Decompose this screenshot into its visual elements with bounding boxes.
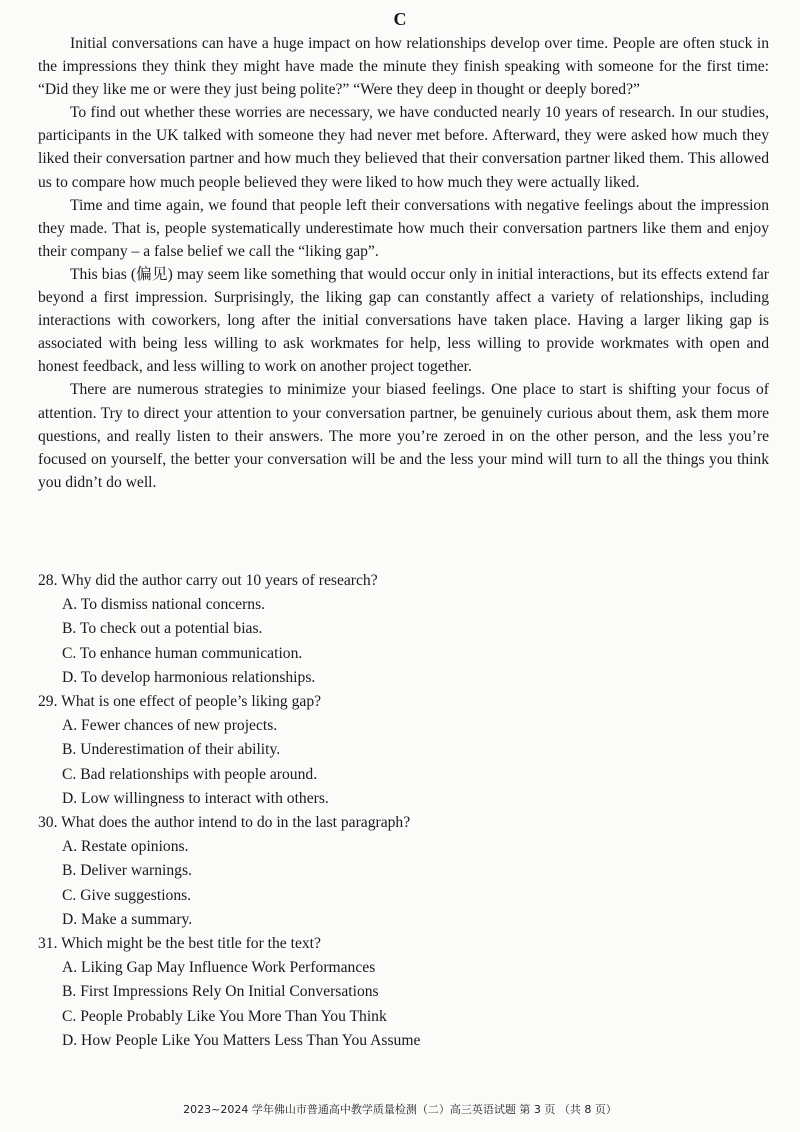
question-31	[38, 932, 769, 1053]
page-footer: 2023~2024 学年佛山市普通高中教学质量检测（二）高三英语试题 第 3 页 （共 8 页）	[183, 1103, 617, 1116]
passage-paragraph: Time and time again, we found that people left their conversations with negative feelings about the impression they made. That is, people systematically underestimate how much their conversation partners like them and enjoy their company – a false belief we call the “liking gap”.	[38, 196, 769, 260]
passage-paragraph: Initial conversations can have a huge impact on how relationships develop over time. People are often stuck in the impressions they think they might have made the minute they finish speaking with someone for the first time: “Did they like me or were they just being polite?” “Were they deep in thought or deeply bored?”	[38, 35, 769, 99]
option-b: B. Deliver warnings.	[62, 862, 192, 880]
option-a: A. Restate opinions.	[62, 838, 189, 856]
option-a: A. Fewer chances of new projects.	[62, 717, 278, 735]
option-b: B. Underestimation of their ability.	[62, 741, 281, 759]
option-c: C. Bad relationships with people around.	[62, 765, 318, 783]
question-28	[38, 569, 769, 690]
passage-paragraph: This bias (偏见) may seem like something that would occur only in initial interactions, but its effects extend far beyond a first impression. Surprisingly, the liking gap can constantly affect a variety of relationships, including interactions with coworkers, long after the initial conversations have taken place. Having a larger liking gap is associated with being less willing to ask workmates for help, less willing to provide workmates with open and honest feedback, and less willing to work on another project together.	[38, 265, 769, 376]
option-b: B. First Impressions Rely On Initial Conversations	[62, 983, 379, 1001]
question-stem: 31. Which might be the best title for the text?	[38, 935, 321, 953]
passage-paragraph: To find out whether these worries are necessary, we have conducted nearly 10 years of research. In our studies, participants in the UK talked with someone they had never met before. Afterward, they were asked how much they liked their conversation partner and how much they believed that their conversation partner liked them. This allowed us to compare how much people believed they were liked to how much they were actually liked.	[38, 104, 769, 191]
option-d: D. How People Like You Matters Less Than You Assume	[62, 1031, 421, 1049]
question-30	[38, 811, 769, 932]
section-letter: C	[393, 9, 407, 29]
option-b: B. To check out a potential bias.	[62, 620, 263, 638]
option-c: C. To enhance human communication.	[62, 644, 303, 662]
option-c: C. Give suggestions.	[62, 886, 192, 904]
option-d: D. Make a summary.	[62, 910, 193, 928]
option-d: D. To develop harmonious relationships.	[62, 668, 316, 686]
question-stem: 29. What is one effect of people’s liking gap?	[38, 693, 322, 711]
question-stem: 30. What does the author intend to do in the last paragraph?	[38, 814, 411, 832]
question-list	[38, 569, 769, 1053]
question-stem: 28. Why did the author carry out 10 years of research?	[38, 572, 378, 589]
question-29	[38, 690, 769, 811]
passage-paragraph: There are numerous strategies to minimize your biased feelings. One place to start is shifting your focus of attention. Try to direct your attention to your conversation partner, be genuinely curious about them, ask them more questions, and really listen to their answers. The more you’re zeroed in on the other person, and the less you’re focused on yourself, the better your conversation will be and the less your mind will turn to all the things you think you didn’t do well.	[38, 381, 769, 491]
option-a: A. To dismiss national concerns.	[62, 596, 266, 614]
reading-passage	[38, 32, 769, 494]
option-c: C. People Probably Like You More Than You Think	[62, 1007, 387, 1025]
option-d: D. Low willingness to interact with others.	[62, 789, 329, 807]
option-a: A. Liking Gap May Influence Work Performances	[62, 959, 376, 977]
